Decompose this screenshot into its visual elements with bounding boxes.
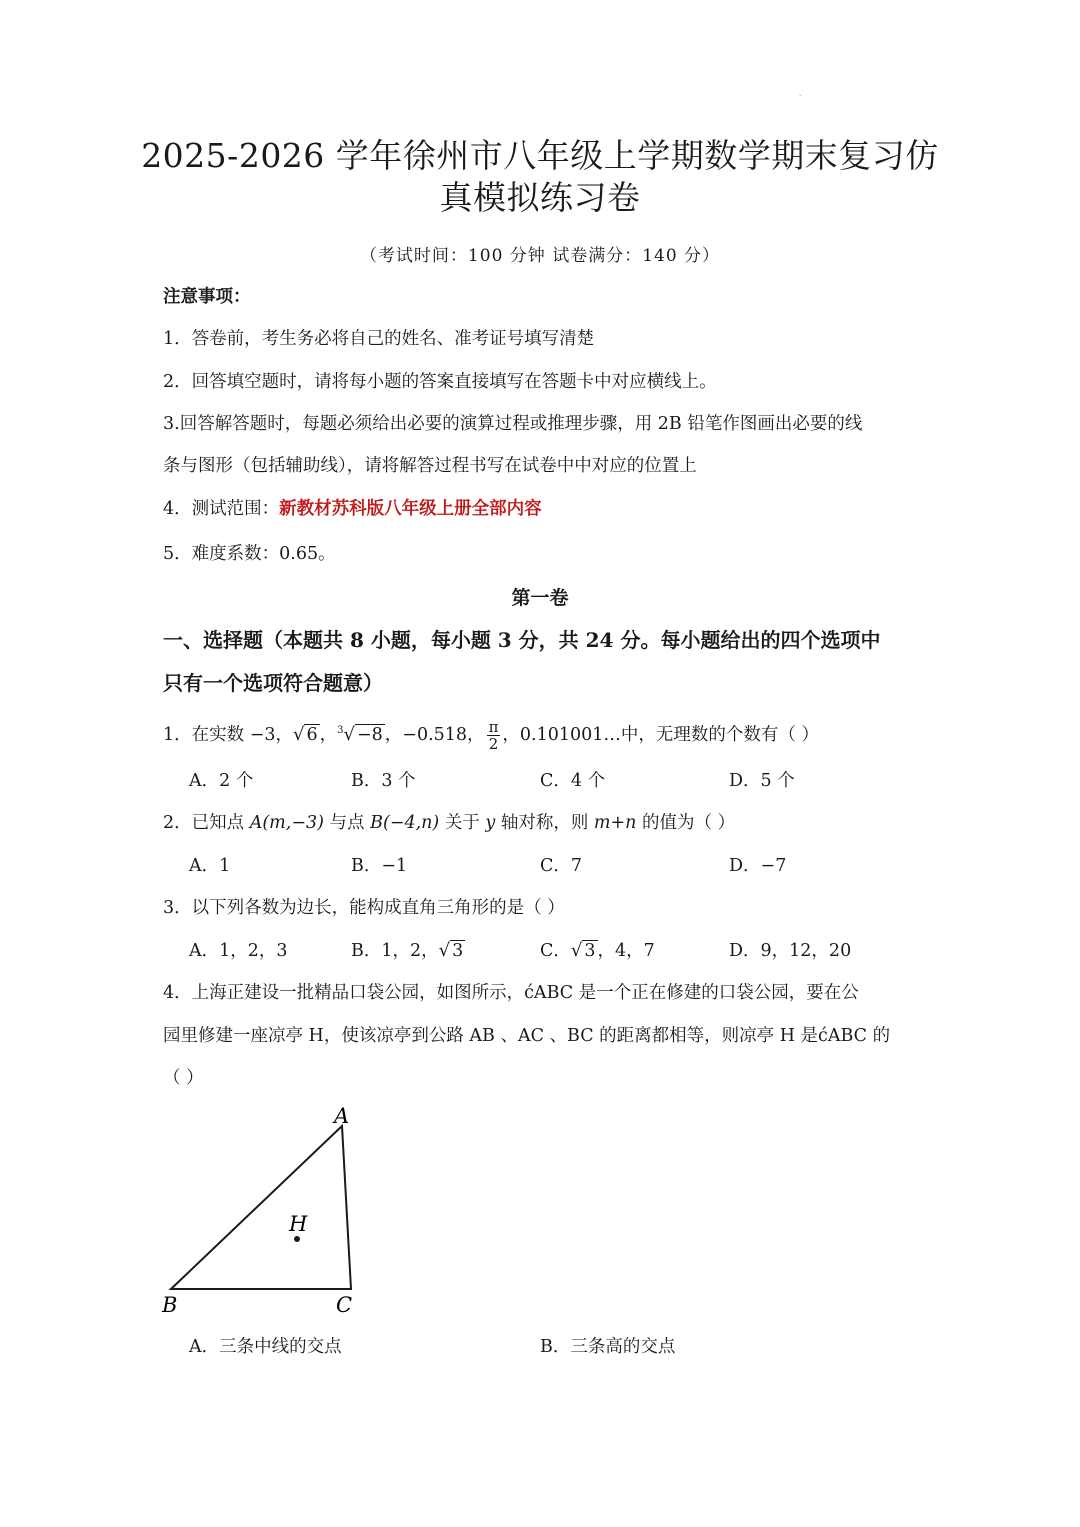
q2-text-d: 轴对称，则 xyxy=(495,813,594,833)
note-item-2: 2．回答填空题时，请将每小题的答案直接填写在答题卡中对应横线上。 xyxy=(163,372,717,392)
q3-option-a[interactable]: A．1，2，3 xyxy=(189,941,288,961)
scan-speck: · xyxy=(799,93,801,100)
q2-text-a: 2．已知点 xyxy=(163,813,250,833)
note-item-3-line2: 条与图形（包括辅助线），请将解答过程书写在试卷中中对应的位置上 xyxy=(163,456,697,476)
q1-option-b[interactable]: B．3 个 xyxy=(351,771,416,791)
q1-frac-den: 2 xyxy=(488,734,499,753)
q4-option-b[interactable]: B．三条高的交点 xyxy=(540,1337,676,1357)
question-1 xyxy=(163,718,819,752)
q1-cbrt-index: 3 xyxy=(337,725,344,736)
q1-option-a[interactable]: A．2 个 xyxy=(189,771,254,791)
q2-option-a[interactable]: A．1 xyxy=(189,856,231,876)
q1-frac-num: π xyxy=(488,717,499,736)
exam-title-line2: 真模拟练习卷 xyxy=(439,178,641,217)
q2-expr: m+n xyxy=(593,813,637,833)
q2-point-a: A(m,−3) xyxy=(249,813,324,833)
q2-option-b[interactable]: B．−1 xyxy=(351,856,408,876)
note-item-4-prefix: 4．测试范围： xyxy=(163,499,280,519)
notes-heading: 注意事项： xyxy=(163,287,251,307)
q1-option-c[interactable]: C．4 个 xyxy=(540,771,606,791)
point-h xyxy=(294,1236,300,1242)
q2-option-d[interactable]: D．−7 xyxy=(729,856,787,876)
q2-text-b: 与点 xyxy=(323,813,371,833)
q3-option-c[interactable] xyxy=(540,938,655,964)
q2-text-e: 的值为（ ） xyxy=(636,813,736,833)
exam-title-line1: 2025-2026 学年徐州市八年级上学期数学期末复习仿 xyxy=(141,136,939,175)
q4-option-a[interactable]: A．三条中线的交点 xyxy=(189,1337,342,1357)
triangle-figure xyxy=(158,1100,368,1320)
q2-point-b: B(−4,n) xyxy=(370,813,440,833)
q1-suffix: ，0.101001…中，无理数的个数有（ ） xyxy=(502,724,819,745)
note-item-4 xyxy=(163,496,542,522)
label-b: B xyxy=(162,1293,178,1317)
q3-option-b[interactable] xyxy=(351,938,465,964)
triangle-svg xyxy=(158,1100,368,1320)
q2-axis: y xyxy=(485,813,496,833)
label-a: A xyxy=(334,1104,350,1128)
q1-prefix: 1．在实数 −3， xyxy=(163,724,293,745)
q1-cbrt-value: −8 xyxy=(356,724,383,745)
q3-opt-c-prefix: C． xyxy=(540,941,571,961)
question-3: 3．以下列各数为边长，能构成直角三角形的是（ ） xyxy=(163,898,565,918)
label-h: H xyxy=(289,1212,308,1236)
q3-opt-b-prefix: B．1，2， xyxy=(351,941,439,961)
exam-subtitle: （考试时间：100 分钟 试卷满分：140 分） xyxy=(359,246,721,266)
sqrt-sign: √ xyxy=(438,940,451,961)
q1-sqrt-6: 6 xyxy=(306,724,318,745)
q2-text-c: 关于 xyxy=(439,813,486,833)
question-4-line2: 园里修建一座凉亭 H，使该凉亭到公路 AB 、AC 、BC 的距离都相等，则凉亭 H 是ćABC 的 xyxy=(163,1026,891,1046)
q1-middle: ，−0.518， xyxy=(384,724,485,745)
label-c: C xyxy=(336,1293,353,1317)
q2-option-c[interactable]: C．7 xyxy=(540,856,583,876)
q3-opt-c-suffix: ，4，7 xyxy=(597,941,655,961)
question-4-line3: （ ） xyxy=(163,1068,204,1088)
section1-heading-line1: 一、选择题（本题共 8 小题，每小题 3 分，共 24 分。每小题给出的四个选项中 xyxy=(163,628,881,652)
sqrt-sign: √ xyxy=(293,723,305,745)
q1-sep: ， xyxy=(319,724,338,745)
question-4-line1: 4．上海正建设一批精品口袋公园，如图所示，ćABC 是一个正在修建的口袋公园，要在公 xyxy=(163,983,859,1003)
section1-heading-line2: 只有一个选项符合题意） xyxy=(163,671,383,695)
test-scope-highlight: 新教材苏科版八年级上册全部内容 xyxy=(279,499,542,519)
triangle-abc xyxy=(171,1126,351,1289)
q3-opt-b-sqrt: 3 xyxy=(452,941,464,961)
note-item-3-line1: 3.回答解答题时，每题必须给出必要的演算过程或推理步骤，用 2B 铅笔作图画出必要的线 xyxy=(163,414,863,434)
q3-option-d[interactable]: D．9，12，20 xyxy=(729,941,852,961)
sqrt-sign: √ xyxy=(570,940,583,961)
q1-fraction xyxy=(487,719,501,752)
note-item-1: 1．答卷前，考生务必将自己的姓名、准考证号填写清楚 xyxy=(163,329,595,349)
cbrt-sign: √ xyxy=(343,723,355,745)
q1-option-d[interactable]: D．5 个 xyxy=(729,771,795,791)
note-item-5: 5．难度系数：0.65。 xyxy=(163,544,336,564)
volume-heading: 第一卷 xyxy=(511,587,569,609)
q3-opt-c-sqrt: 3 xyxy=(584,941,596,961)
question-2 xyxy=(163,810,735,836)
